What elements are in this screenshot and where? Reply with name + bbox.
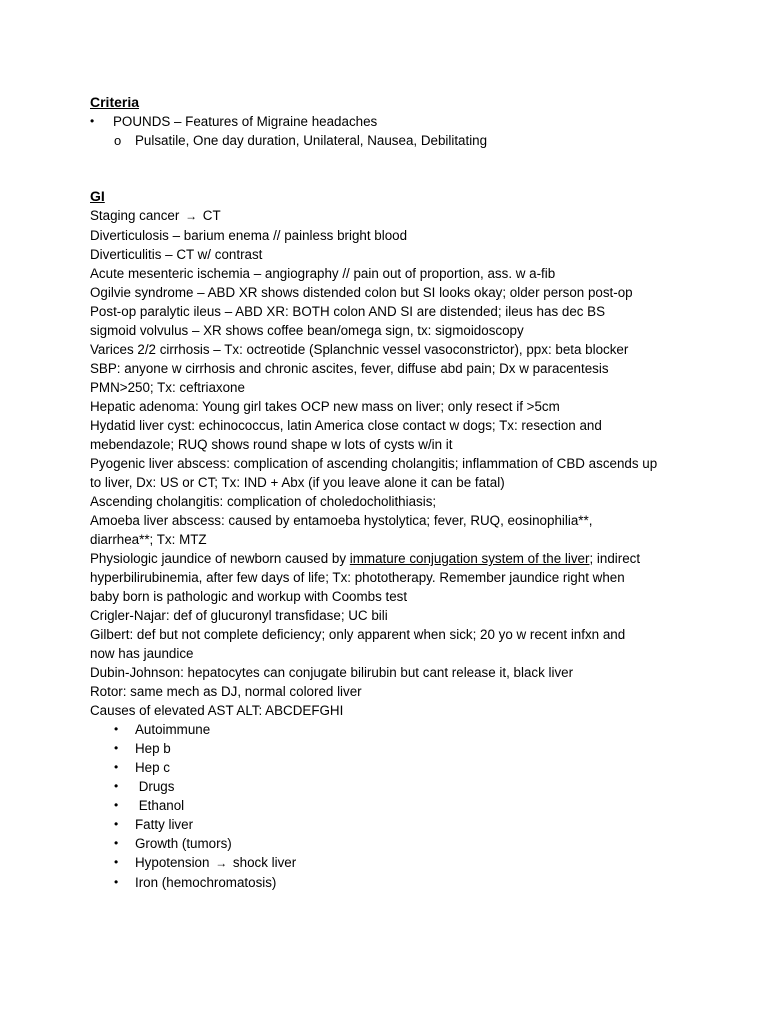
bullet-icon: • <box>114 817 119 831</box>
bullet-icon: • <box>114 779 119 793</box>
cause-list-item: • Ethanol <box>114 798 185 813</box>
jaundice-line: Physiologic jaundice of newborn caused by immature conjugation system of the liver; indirect <box>90 551 641 566</box>
gi-line: Ogilvie syndrome – ABD XR shows distended colon but SI looks okay; older person post-op <box>90 285 633 300</box>
gi-line: Gilbert: def but not complete deficiency; only apparent when sick; 20 yo w recent infxn and <box>90 627 626 642</box>
gi-heading: GI <box>90 188 105 204</box>
cause-list-item: • Fatty liver <box>114 817 194 832</box>
gi-line: Pyogenic liver abscess: complication of ascending cholangitis; inflammation of CBD ascends up <box>90 456 658 471</box>
document-content <box>90 93 680 892</box>
gi-line: Causes of elevated AST ALT: ABCDEFGHI <box>90 703 344 718</box>
gi-line: PMN>250; Tx: ceftriaxone <box>90 380 245 395</box>
gi-line: SBP: anyone w cirrhosis and chronic ascites, fever, diffuse abd pain; Dx w paracentesis <box>90 361 609 376</box>
gi-line: Hydatid liver cyst: echinococcus, latin America close contact w dogs; Tx: resection and <box>90 418 602 433</box>
criteria-heading: Criteria <box>90 94 140 110</box>
gi-line: Post-op paralytic ileus – ABD XR: BOTH colon AND SI are distended; ileus has dec BS <box>90 304 606 319</box>
criteria-sub-bullet <box>90 131 680 150</box>
gi-line: Rotor: same mech as DJ, normal colored liver <box>90 684 362 699</box>
cause-list-item: • Hep b <box>114 741 171 756</box>
criteria-sub-bullet-text: Pulsatile, One day duration, Unilateral, Nausea, Debilitating <box>135 133 488 148</box>
gi-line: sigmoid volvulus – XR shows coffee bean/omega sign, tx: sigmoidoscopy <box>90 323 524 338</box>
right-arrow-icon: → <box>215 856 228 870</box>
gi-line: Hepatic adenoma: Young girl takes OCP new mass on liver; only resect if >5cm <box>90 399 560 414</box>
cause-list-item: • Autoimmune <box>114 722 211 737</box>
gi-line: Diverticulitis – CT w/ contrast <box>90 247 263 262</box>
gi-line: Dubin-Johnson: hepatocytes can conjugate bilirubin but cant release it, black liver <box>90 665 574 680</box>
gi-line: Acute mesenteric ischemia – angiography // pain out of proportion, ass. w a-fib <box>90 266 556 281</box>
gi-line: Crigler-Najar: def of glucuronyl transfidase; UC bili <box>90 608 388 623</box>
gi-line: now has jaundice <box>90 646 194 661</box>
underlined-phrase: immature conjugation system of the liver <box>349 551 590 566</box>
bullet-icon: • <box>114 741 119 755</box>
gi-line: Ascending cholangitis: complication of choledocholithiasis; <box>90 494 437 509</box>
cause-list-item: • Hypotension → shock liver <box>90 853 680 873</box>
cause-list-item: • Iron (hemochromatosis) <box>114 875 277 890</box>
cause-list-item: • Hep c <box>114 760 170 775</box>
gi-line: mebendazole; RUQ shows round shape w lots of cysts w/in it <box>90 437 453 452</box>
right-arrow-icon: → <box>185 209 198 223</box>
staging-line: Staging cancer → CT <box>90 206 680 226</box>
cause-list-item: • Growth (tumors) <box>114 836 232 851</box>
gi-line: to liver, Dx: US or CT; Tx: IND + Abx (if you leave alone it can be fatal) <box>90 475 505 490</box>
sub-bullet-icon: o <box>114 133 122 148</box>
bullet-icon: • <box>90 114 95 128</box>
bullet-icon: • <box>114 798 119 812</box>
criteria-bullet-text: POUNDS – Features of Migraine headaches <box>113 114 378 129</box>
criteria-bullet <box>90 112 680 131</box>
gi-line: Diverticulosis – barium enema // painless bright blood <box>90 228 408 243</box>
cause-list-item: • Drugs <box>114 779 175 794</box>
bullet-icon: • <box>114 722 119 736</box>
gi-line: Amoeba liver abscess: caused by entamoeba hystolytica; fever, RUQ, eosinophilia**, <box>90 513 593 528</box>
bullet-icon: • <box>114 875 119 889</box>
gi-line: diarrhea**; Tx: MTZ <box>90 532 207 547</box>
bullet-icon: • <box>114 836 119 850</box>
bullet-icon: • <box>114 760 119 774</box>
jaundice-line-2: hyperbilirubinemia, after few days of life; Tx: phototherapy. Remember jaundice right when <box>90 570 625 585</box>
jaundice-line-3: baby born is pathologic and workup with Coombs test <box>90 589 408 604</box>
gi-line: Varices 2/2 cirrhosis – Tx: octreotide (Splanchnic vessel vasoconstrictor), ppx: beta blocker <box>90 342 629 357</box>
bullet-icon: • <box>114 855 119 869</box>
